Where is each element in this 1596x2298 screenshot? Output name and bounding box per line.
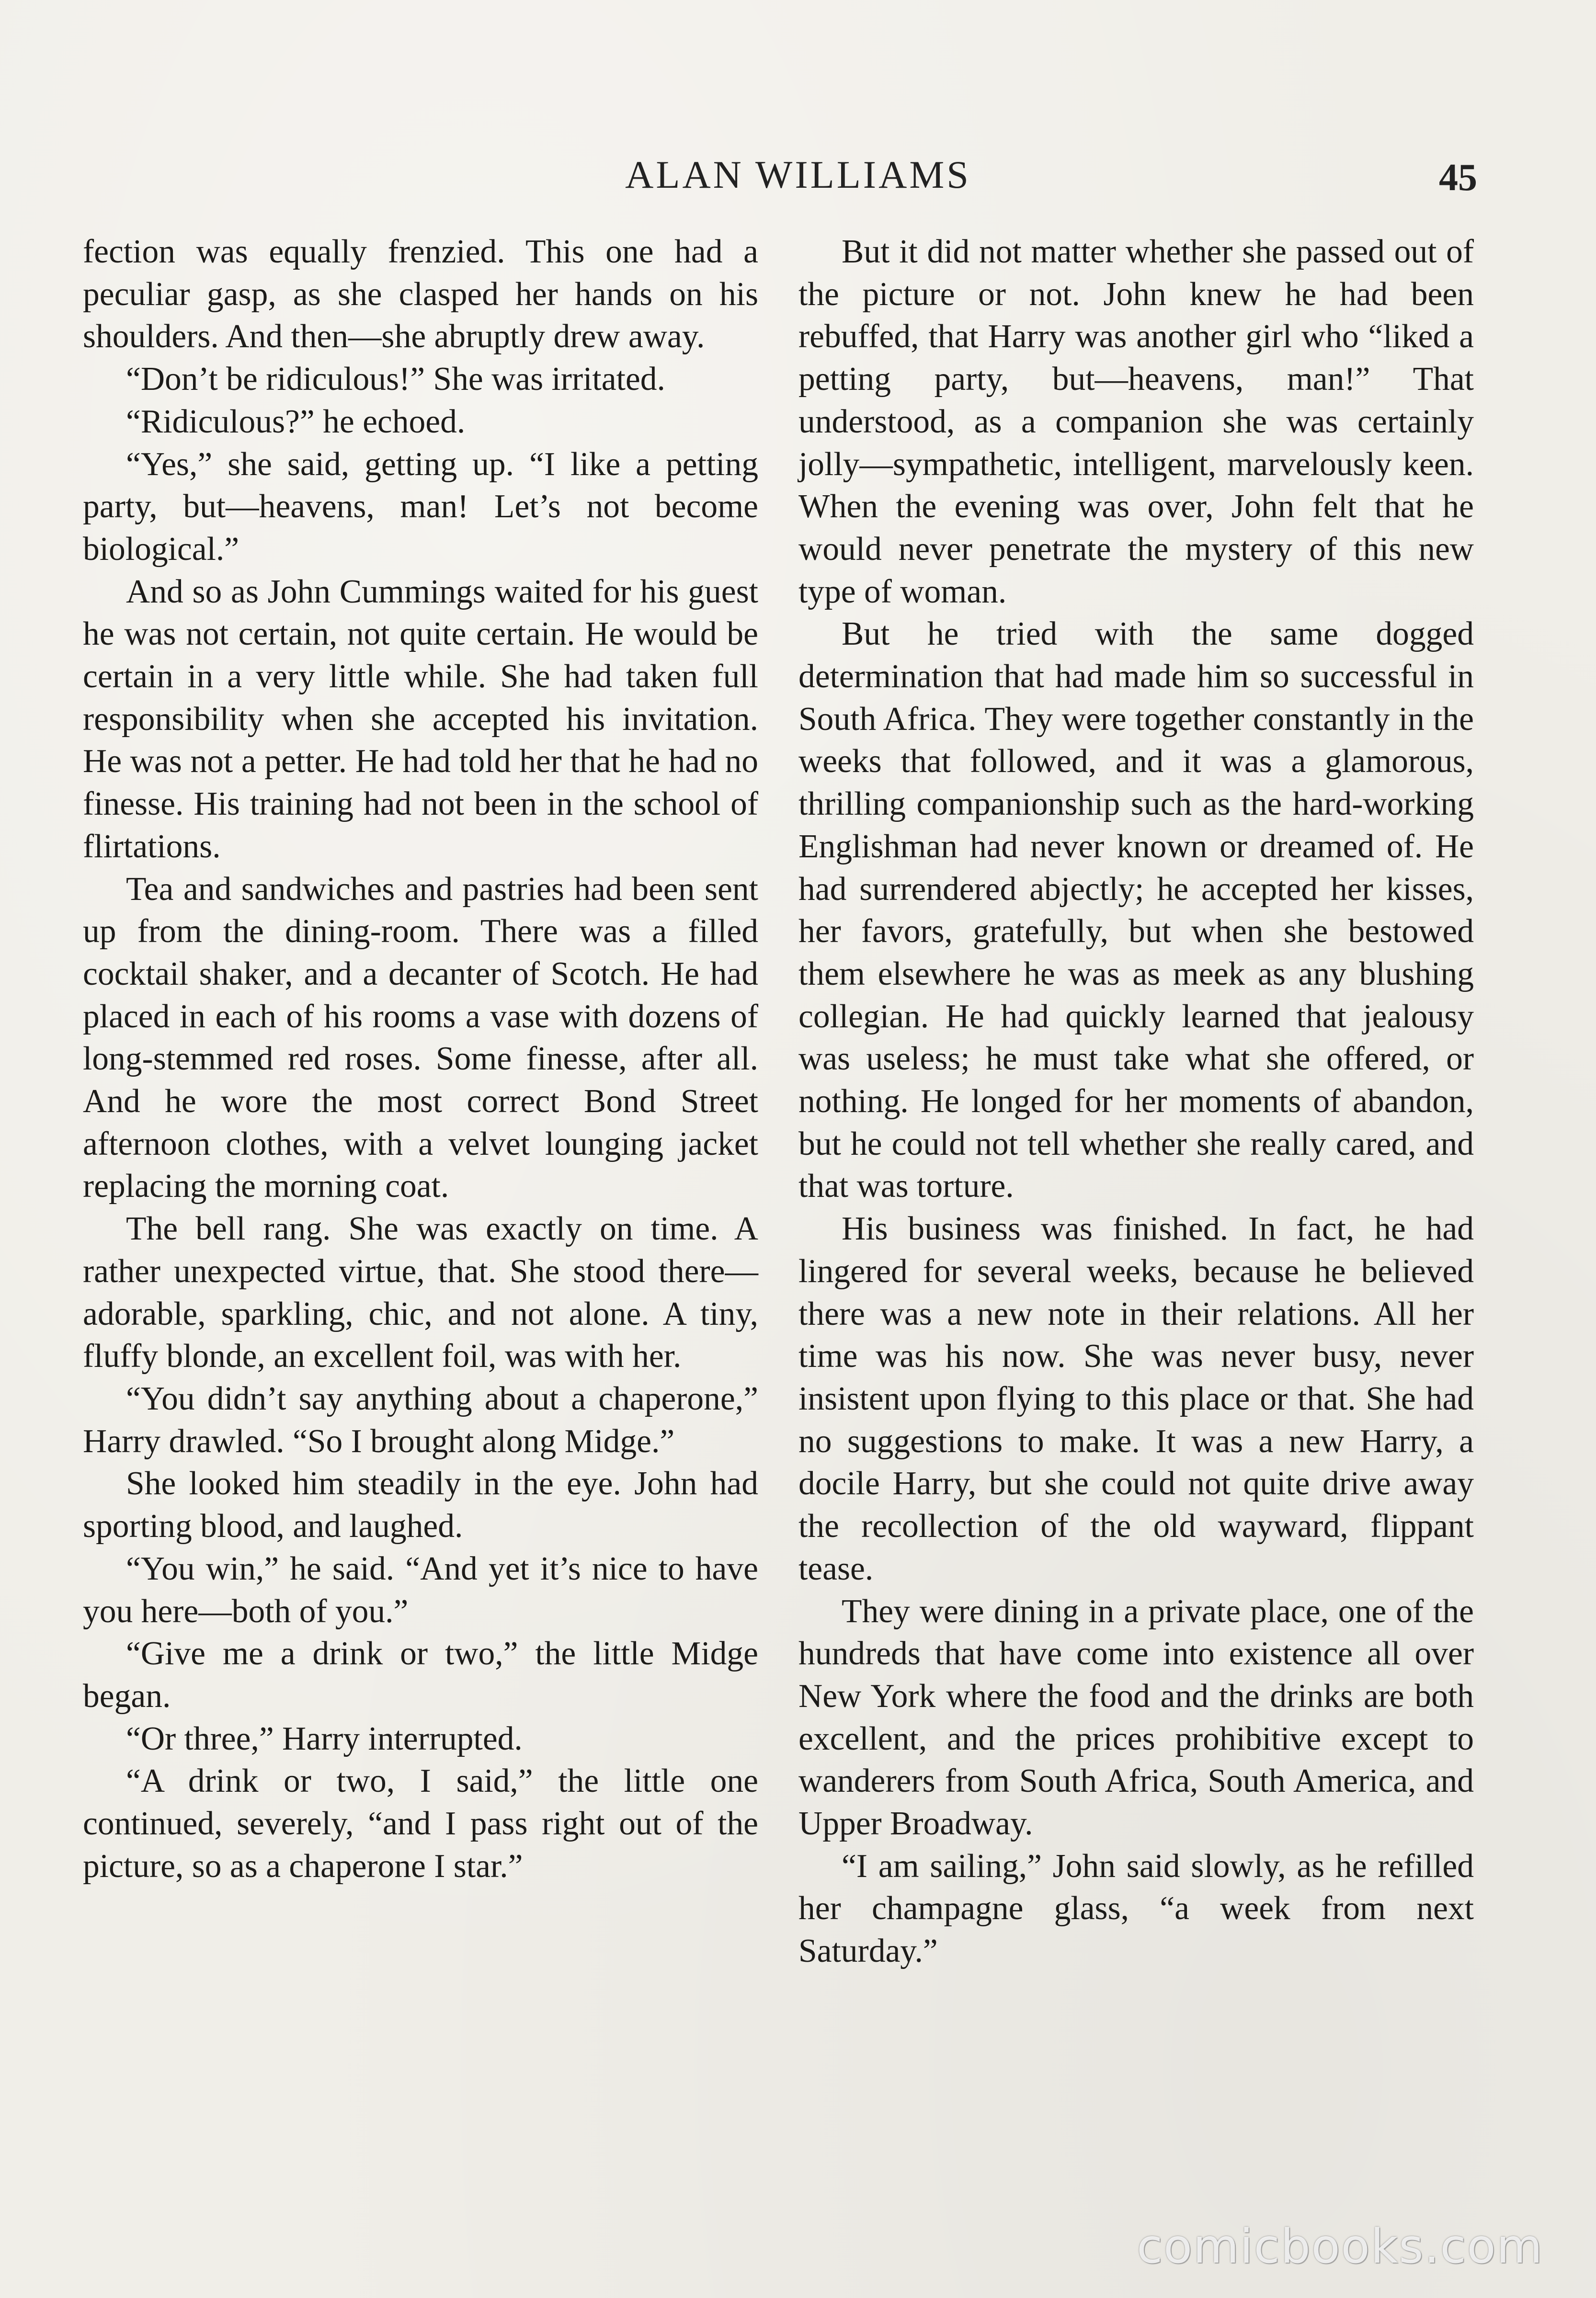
watermark: comicbooks.com [1137, 2219, 1543, 2274]
left-column [83, 231, 758, 1888]
right-column [798, 231, 1474, 1973]
running-title: ALAN WILLIAMS [625, 153, 971, 196]
paragraph: The bell rang. She was exactly on time. A rather unexpected virtue, that. She stood there—adorable, sparkling, chic, and not alone. A tiny, fluffy blonde, an excellent foil, was with her. [83, 1210, 758, 1375]
paragraph: “I am sailing,” John said slowly, as he refilled her champagne glass, “a week from next Saturday.” [798, 1847, 1474, 1970]
paragraph: “You didn’t say anything about a chaperone,” Harry drawled. “So I brought along Midge.” [83, 1380, 758, 1460]
paragraph: She looked him steadily in the eye. John had sporting blood, and laughed. [83, 1465, 758, 1545]
paragraph: “Don’t be ridiculous!” She was irritated. [126, 361, 665, 398]
paragraph: And so as John Cummings waited for his guest he was not certain, not quite certain. He would be certain in a very little while. She had taken full responsibility when she accepted his invitation. He was not a petter. He had told her that he had no finesse. His training had not been in the school of flirtations. [83, 573, 758, 865]
paragraph: His business was finished. In fact, he had lingered for several weeks, because he believed there was a new note in their relations. All her time was his now. She was never busy, never insistent upon flying to this place or that. She had no suggestions to make. It was a new Harry, a docile Harry, but she could not quite drive away the recollection of the old wayward, flippant tease. [798, 1210, 1474, 1587]
paragraph: “Or three,” Harry interrupted. [126, 1720, 523, 1757]
paragraph: fection was equally frenzied. This one had a peculiar gasp, as she clasped her hands on his shoulders. And then—she abruptly drew away. [83, 233, 758, 355]
paragraph: Tea and sandwiches and pastries had been sent up from the dining-room. There was a filled cocktail shaker, and a decanter of Scotch. He had placed in each of his rooms a vase with dozens of long-stemmed red roses. Some finesse, after all. And he wore the most correct Bond Street afternoon clothes, with a velvet lounging jacket replacing the morning coat. [83, 870, 758, 1205]
paragraph: “Yes,” she said, getting up. “I like a petting party, but—heavens, man! Let’s not become biological.” [83, 445, 758, 568]
paragraph: “Give me a drink or two,” the little Midge began. [83, 1635, 758, 1715]
paragraph: But he tried with the same dogged determination that had made him so successful in South Africa. They were together constantly in the weeks that followed, and it was a glamorous, thrilling companionship such as the hard-working Englishman had never known or dreamed of. He had surrendered abjectly; he accepted her kisses, her favors, gratefully, but when she bestowed them elsewhere he was as meek as any blushing collegian. He had quickly learned that jealousy was useless; he must take what she offered, or nothing. He longed for her moments of abandon, but he could not tell whether she really cared, and that was torture. [798, 615, 1474, 1205]
paragraph: “A drink or two, I said,” the little one continued, severely, “and I pass right out of the picture, so as a chaperone I star.” [83, 1763, 758, 1885]
paragraph: They were dining in a private place, one of the hundreds that have come into existence all over New York where the food and the drinks are both excellent, and the prices prohibitive except to wanderers from South Africa, South America, and Upper Broadway. [798, 1593, 1474, 1843]
paragraph: But it did not matter whether she passed out of the picture or not. John knew he had been rebuffed, that Harry was another girl who “liked a petting party, but—heavens, man!” That understood, as a companion she was certainly jolly—sympathetic, intelligent, marvelously keen. When the evening was over, John felt that he would never penetrate the mystery of this new type of woman. [798, 233, 1474, 610]
paragraph: “You win,” he said. “And yet it’s nice to have you here—both of you.” [83, 1550, 758, 1630]
paragraph: “Ridiculous?” he echoed. [126, 403, 466, 440]
page-number: 45 [1439, 157, 1477, 199]
